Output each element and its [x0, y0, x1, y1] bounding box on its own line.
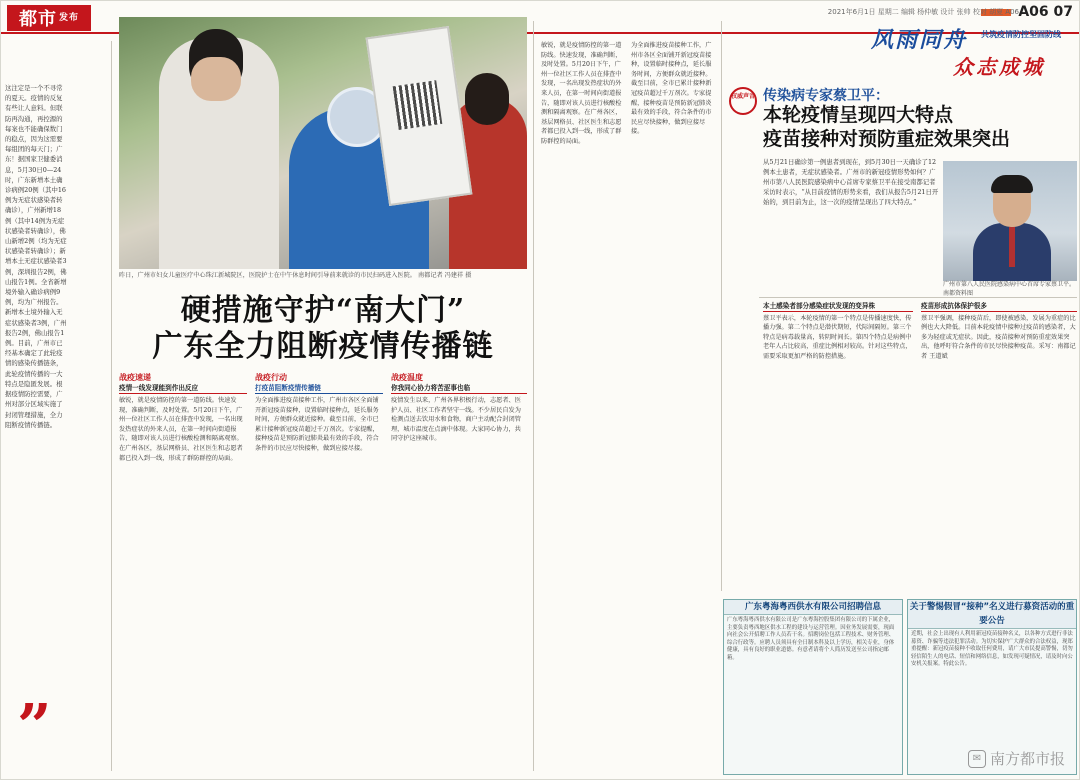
banner-subtitle: 共筑疫情防控坚固防线 [981, 30, 1061, 39]
brand-label: 都市 [18, 9, 57, 30]
column-divider [111, 41, 112, 771]
section-title: 战疫行动 [255, 372, 287, 382]
article-column-5 [631, 41, 715, 591]
ad-body: 近期，社会上出现有人利用新冠疫苗接种名义，以各种方式进行非法募资、诈骗等违法犯罪活动。为切实保护广大群众的合法权益，现郑重提醒：新冠疫苗接种不收取任何费用，请广大市民提高警惕，切勿轻信陌生人的电话、短信和网络信息，如发现可疑情况，请及时向公安机关报案。特此公告。 [911, 631, 1073, 668]
section-title: 战疫速递 [119, 372, 151, 382]
quote-mark-icon: ” [17, 692, 52, 762]
recruitment-ad [723, 599, 903, 775]
photo-woman-head [465, 73, 509, 125]
brand-sub-label: 发布 [58, 12, 79, 23]
article-column-2 [255, 371, 383, 771]
section-text: 蔡卫平表示，本轮疫情的第一个特点是传播速度快，传播力强。第二个特点是潜伏期短，代际间隔短。第三个特点是病毒载量高，转阴时间长。第四个特点是病例中老年人占比较高，重症比例相对较高。针对这些特点，需要采取更加严格的防控措施。 [763, 315, 912, 360]
main-headline [119, 293, 527, 365]
section-subtitle: 疫情一线发现能到作出反应 [119, 383, 247, 394]
expert-hair [991, 175, 1033, 193]
watermark [968, 748, 1065, 769]
ad-title: 关于警惕假冒“接种”名义进行募资活动的重要公告 [908, 600, 1076, 629]
campaign-banner [747, 21, 1077, 79]
section-rule [759, 297, 1077, 298]
banner-title: 风雨同舟 [871, 27, 968, 53]
article-kicker: 传染病专家蔡卫平： [763, 88, 889, 104]
section-text: 敏锐，就是疫情防控的第一道防线。快速发现，准确判断，及时处置。5月20日下午，广州一位社区工作人员在排查中发现，一名出现发热症状的外来人员，在第一时间向街道报告，随即对该人员进行核酸检测和隔离观察。在广州各区，基层网格员、社区医生和志愿者都已投入到一线，形成了群防群控的局面。 [119, 397, 243, 462]
section-brand [7, 5, 91, 31]
article-lead: 从5月21日确诊第一例患者到现在，到5月30日一天确诊了12例本土患者，无症状感染者。广州市的新冠疫情形势如何？广州市第八人民医院感染病中心首席专家蔡卫平在接受南都记者采访时表示，“从目前疫情的形势来看，我们从报告5月21日开始的，到目前为止，这一次的疫情呈现出了四大特点。” [763, 158, 939, 206]
article-column-4 [541, 41, 625, 591]
article-body-column-1 [763, 301, 913, 591]
section-subtitle: 打疫苗阻断疫情传播链 [255, 383, 383, 394]
photo-man-face [191, 57, 241, 101]
ad-title: 广东粤海粤西供水有限公司招聘信息 [724, 600, 902, 615]
expert-photo [943, 161, 1077, 281]
left-column-text: 这注定是一个不寻常的夏天。疫情的反复有些让人意料。但联防再沟通，再控源的每案也不能确保数门的稳点，因为这需要每组团的每天门；广东！据国家卫健委消息，5月30日0—24时，广东新增本土确诊病例20例（其中16例为无症状感染者转确诊），广州新增18例（其中14例为无症状感染者转确诊），佛山新增2例（均为无症状感染者转确诊）；新增本土无症状感染者3例，深圳报告2例，佛山报告1例。全省新增境外输入确诊病例9例，均为广州报告。新增本土境外输入无症状感染者3例，广州报告2例，佛山报告1例。目前，广州市已经基本确定了此轮疫情的感染传播链条，此轮疫情传播的一大特点是隐匿发展。根据疫情防控需要，广州对部分区域实施了封闭管理措施，全力阻断疫情传播链。 [5, 84, 67, 429]
photo-caption: 昨日，广州市妇女儿童医疗中心珠江新城院区，医院护士在中午休息时间引导前来就诊的市民扫码进入医院。 南都记者 冯建祥 摄 [119, 272, 472, 279]
article-column-3 [391, 371, 527, 771]
qr-code-icon [393, 80, 443, 130]
section-text: 为全面推进疫苗接种工作，广州市各区全面铺开新冠疫苗接种，设置临时接种点，延长服务时间，方便群众就近接种。截至目前，全市已累计接种新冠疫苗超过千万剂次。专家提醒，接种疫苗是预防新冠肺炎最有效的手段，符合条件的市民应尽快接种，做到应接尽接。 [631, 42, 712, 136]
section-text: 为全面推进疫苗接种工作，广州市各区全面铺开新冠疫苗接种，设置临时接种点，延长服务时间，方便群众就近接种。截至目前，全市已累计接种新冠疫苗超过千万剂次。专家提醒，接种疫苗是预防新冠肺炎最有效的手段，符合条件的市民应尽快接种，做到应接尽接。 [255, 397, 379, 452]
section-subtitle: 你我同心协力将苦涩事也临 [391, 383, 527, 394]
news-photo [119, 17, 527, 269]
section-title: 战疫温度 [391, 372, 423, 382]
column-divider [721, 21, 722, 591]
dateline: 2021年6月1日 星期二 编辑 杨仲敏 设计 张帅 校对 胡夏 A06 [827, 8, 1019, 16]
article-headline-line-1: 本轮疫情呈现四大特点 [763, 104, 954, 126]
wechat-icon: ✉ [968, 750, 986, 768]
section-subtitle: 本土感染者部分感染症状发现的变异株 [763, 301, 913, 312]
authority-tag: 权威声音 [729, 87, 757, 115]
section-text: 疫情发生以来，广州各界积极行动，志愿者、医护人员、社区工作者坚守一线。不少居民自发为检测点送去饮用水和食物，商户主动配合封闭管理，城市温度在点滴中体现。大家同心协力，共同守护这座城市。 [391, 397, 521, 443]
expert-tie [1009, 227, 1015, 267]
expert-photo-caption: 广州市第八人民医院感染病中心首席专家蔡卫平。南都资料图 [943, 281, 1076, 297]
section-subtitle: 疫苗形成抗体保护很多 [921, 301, 1077, 312]
page-number: A06 07 [1018, 4, 1073, 20]
headline-line-2: 广东全力阻断疫情传播链 [152, 329, 494, 364]
section-text: 敏锐，就是疫情防控的第一道防线。快速发现，准确判断，及时处置。5月20日下午，广州一位社区工作人员在排查中发现，一名出现发热症状的外来人员，在第一时间向街道报告，随即对该人员进行核酸检测和隔离观察。在广州各区，基层网格员、社区医生和志愿者都已投入到一线，形成了群防群控的局面。 [541, 42, 622, 145]
column-divider [533, 21, 534, 771]
headline-line-1: 硬措施守护“南大门” [180, 293, 466, 328]
banner-motto: 众志成城 [953, 55, 1045, 79]
article-headline [763, 103, 1073, 151]
article-headline-line-2: 疫苗接种对预防重症效果突出 [763, 128, 1011, 150]
watermark-label: 南方都市报 [989, 750, 1065, 768]
article-body-column-2 [921, 301, 1077, 591]
ad-body: 广东粤海粤西供水有限公司是广东粤海控股集团有限公司的下属企业，主要负责粤西地区供水工程的建设与运营管理。因业务发展需要，现面向社会公开招聘工作人员若干名。招聘岗位包括工程技术、财务管理、综合行政等。应聘人员须具有全日制本科及以上学历，相关专业，身体健康，具有良好的职业道德。有意者请将个人简历发送至公司指定邮箱。 [727, 617, 895, 661]
article-column-1 [119, 371, 247, 771]
section-text: 蔡卫平强调，接种疫苗后，即使被感染，发展为重症的比例也大大降低。目前本轮疫情中接种过疫苗的感染者，大多为轻症或无症状。因此，疫苗接种对预防重症效果突出，他呼吁符合条件的市民尽快接种疫苗。采写：南都记者 王道斌 [921, 315, 1076, 360]
